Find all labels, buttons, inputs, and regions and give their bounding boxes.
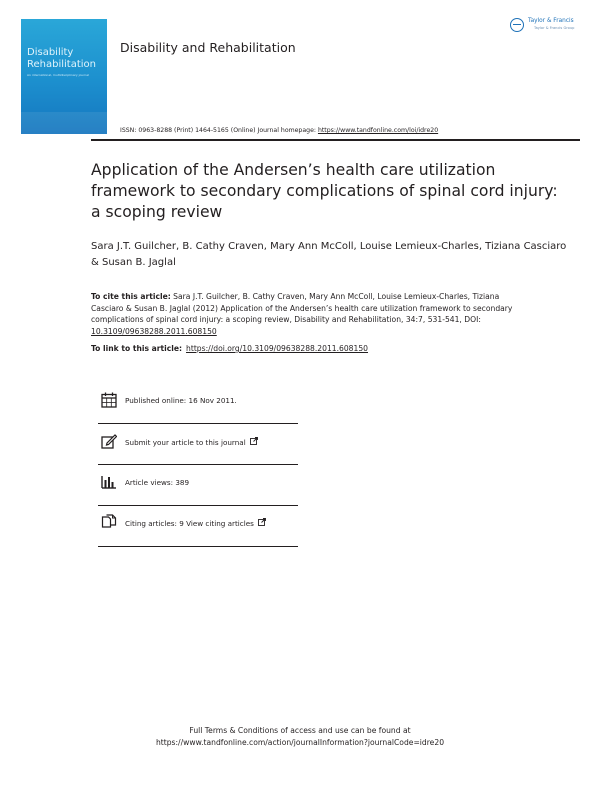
article-link-line xyxy=(91,344,368,353)
views-row xyxy=(98,474,298,514)
cover-title-line2: Rehabilitation xyxy=(27,59,97,70)
published-date: Published online: 16 Nov 2011. xyxy=(125,396,237,405)
article-doi-url[interactable]: https://doi.org/10.3109/09638288.2011.608150 xyxy=(186,344,369,353)
journal-cover-image xyxy=(21,19,107,134)
submit-article-label: Submit your article to this journal xyxy=(125,438,246,447)
edit-icon xyxy=(101,433,117,449)
external-link-icon xyxy=(258,518,266,526)
publisher-logo xyxy=(510,17,586,37)
submit-row[interactable] xyxy=(98,433,298,473)
publisher-subname: Taylor & Francis Group xyxy=(534,26,575,30)
citing-articles-label: Citing articles: 9 View citing articles xyxy=(125,519,254,528)
bar-chart-icon xyxy=(101,474,117,490)
article-title: Application of the Andersen’s health care utilization framework to secondary complications of spinal cord injury: a scoping review xyxy=(91,161,558,221)
citing-row[interactable] xyxy=(98,514,298,554)
cover-band xyxy=(21,112,107,134)
footer-terms-text: Full Terms & Conditions of access and use can be found at xyxy=(189,726,411,735)
info-divider xyxy=(98,423,298,424)
article-views: Article views: 389 xyxy=(125,478,190,487)
publisher-name: Taylor & Francis xyxy=(528,18,574,24)
info-divider xyxy=(98,546,298,547)
article-authors: Sara J.T. Guilcher, B. Cathy Craven, Mary Ann McColl, Louise Lemieux-Charles, Tiziana Casciaro & Susan B. Jaglal xyxy=(91,241,567,268)
citation-text: Sara J.T. Guilcher, B. Cathy Craven, Mary Ann McColl, Louise Lemieux-Charles, Tiziana Casciaro & Susan B. Jaglal (2012) Application of the Andersen’s health care utilization framework to secondary complications of spinal cord injury: a scoping review, Disability and Rehabilitation, 34:7, 531-541, DOI: xyxy=(91,292,513,324)
publisher-logo-icon xyxy=(510,18,524,32)
footer-terms-link[interactable]: https://www.tandfonline.com/action/journalInformation?journalCode=idre20 xyxy=(155,738,445,747)
cover-subtitle: An international, multidisciplinary journal xyxy=(27,73,89,77)
info-divider xyxy=(98,505,298,506)
published-row xyxy=(98,392,298,432)
issn-text: ISSN: 0963-8288 (Print) 1464-5165 (Online) Journal homepage: xyxy=(120,127,316,134)
copy-icon xyxy=(101,514,117,530)
doi-link[interactable]: 10.3109/09638288.2011.608150 xyxy=(91,326,217,336)
citation-label: To cite this article: xyxy=(91,292,171,301)
citing-articles-link[interactable] xyxy=(125,518,266,528)
external-link-icon xyxy=(250,437,258,445)
issn-line xyxy=(120,127,438,134)
journal-title[interactable]: Disability and Rehabilitation xyxy=(120,40,296,55)
calendar-icon xyxy=(101,392,117,408)
article-link-label: To link to this article: xyxy=(91,344,183,353)
journal-homepage-link[interactable]: https://www.tandfonline.com/loi/idre20 xyxy=(317,127,439,134)
header-divider xyxy=(91,139,580,141)
submit-article-link[interactable] xyxy=(125,437,258,447)
cover-title-line1: Disability xyxy=(27,47,74,58)
info-divider xyxy=(98,464,298,465)
citation-block xyxy=(91,291,531,337)
